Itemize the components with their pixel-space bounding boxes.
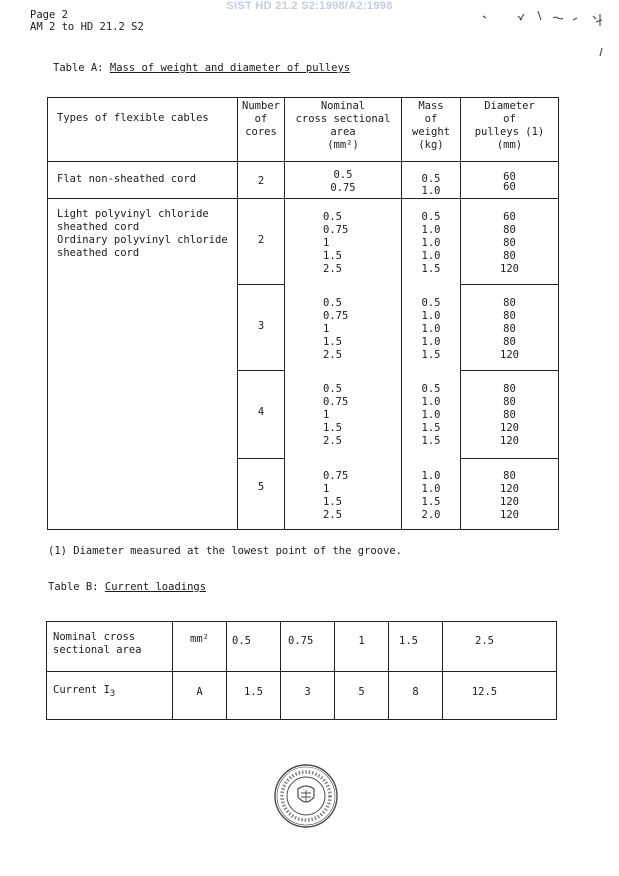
table-a-title	[53, 62, 350, 75]
area-value: 1	[323, 322, 330, 335]
value-cell: 1.5	[389, 622, 443, 672]
table-b-label: Table B:	[48, 581, 99, 593]
mass-value: 1.0	[421, 469, 441, 482]
mass-value: 1.5	[421, 263, 441, 275]
diameter-cell	[461, 199, 559, 285]
diameter-cell	[461, 285, 559, 371]
area-value: 0.75	[323, 469, 349, 482]
mass-value: 0.5	[421, 382, 441, 395]
area-value: 0.5	[333, 169, 353, 181]
table-a-label: Table A:	[53, 62, 104, 74]
header-area-line: area	[330, 126, 356, 138]
value-cell: 0.5	[227, 622, 281, 672]
mass-cell	[402, 162, 461, 199]
mass-value: 1.5	[421, 348, 441, 361]
diameter-value: 80	[503, 323, 516, 335]
area-value: 2.5	[323, 434, 342, 447]
area-cell	[285, 285, 402, 371]
header-area-line: Nominal	[320, 100, 366, 112]
value-cell: 1	[335, 622, 389, 672]
value-cell: 12.5	[443, 672, 557, 720]
value-cell: 5	[335, 672, 389, 720]
area-value: 1.5	[323, 421, 342, 434]
area-cell	[285, 162, 402, 199]
header-diameter-line: pulleys (1)	[474, 126, 545, 138]
mass-value: 1.0	[421, 250, 441, 262]
unit-cell: A	[173, 672, 227, 720]
mass-value: 1.0	[421, 185, 441, 197]
value-cell: 3	[281, 672, 335, 720]
diameter-value: 60	[503, 211, 516, 223]
mass-value: 1.0	[421, 408, 441, 421]
diameter-value: 120	[500, 263, 519, 275]
cable-type-flat: Flat non-sheathed cord	[48, 162, 238, 199]
scribble-icon	[478, 8, 608, 58]
diameter-cell	[461, 162, 559, 199]
value-cell: 8	[389, 672, 443, 720]
area-cell	[285, 459, 402, 530]
mass-value: 1.0	[421, 322, 441, 335]
row-label-current	[47, 672, 173, 720]
diameter-value: 80	[503, 237, 516, 249]
area-value: 0.5	[323, 211, 342, 223]
row-label-line: sectional area	[53, 644, 142, 656]
diameter-value: 60	[503, 181, 516, 193]
cores-cell: 4	[238, 371, 285, 459]
row-label-text: Current I	[53, 684, 110, 696]
diameter-cell	[461, 459, 559, 530]
unit-cell: mm²	[173, 622, 227, 672]
table-row	[47, 672, 557, 720]
mass-value: 1.0	[421, 482, 441, 495]
seal-icon	[273, 763, 339, 829]
mass-value: 1.5	[421, 421, 441, 434]
mass-value: 1.0	[421, 335, 441, 348]
header-diameter-line: of	[503, 113, 516, 125]
diameter-value: 120	[500, 422, 519, 434]
header-area-line: (mm²)	[327, 139, 359, 151]
table-b-caption: Current loadings	[104, 581, 207, 593]
area-value: 0.75	[323, 309, 349, 322]
diameter-value: 80	[503, 396, 516, 408]
area-cell	[285, 199, 402, 285]
document-reference: AM 2 to HD 21.2 S2	[30, 21, 144, 33]
diameter-value: 120	[500, 496, 519, 508]
diameter-value: 120	[500, 483, 519, 495]
row-label-area	[47, 622, 173, 672]
value-cell: 1.5	[227, 672, 281, 720]
watermark: SIST HD 21.2 S2:1998/A2:1998	[226, 0, 393, 12]
mass-value: 1.0	[421, 395, 441, 408]
table-a-footnote: (1) Diameter measured at the lowest point of the groove.	[48, 545, 403, 557]
area-cell	[285, 371, 402, 459]
cable-type-line: sheathed cord	[57, 247, 140, 259]
mass-value: 0.5	[421, 211, 441, 223]
area-value: 1.5	[323, 335, 342, 348]
cores-cell: 2	[238, 199, 285, 285]
header-area-line: cross sectional	[295, 113, 391, 125]
diameter-value: 80	[503, 250, 516, 262]
value-cell: 2.5	[443, 622, 557, 672]
mass-cell	[402, 459, 461, 530]
diameter-value: 120	[500, 349, 519, 361]
cores-cell: 3	[238, 285, 285, 371]
area-value: 1.5	[323, 495, 342, 508]
table-b-title	[48, 581, 206, 594]
page-header	[30, 9, 144, 33]
table-a	[47, 97, 559, 530]
area-value: 2.5	[323, 508, 342, 521]
area-value: 1	[323, 237, 330, 249]
header-diameter-line: Diameter	[484, 100, 535, 112]
area-value: 2.5	[323, 263, 342, 275]
header-cores-line: cores	[245, 126, 277, 138]
value-cell: 0.75	[281, 622, 335, 672]
header-diameter-line: (mm)	[496, 139, 523, 151]
header-mass-line: (kg)	[418, 139, 444, 151]
diameter-value: 120	[500, 435, 519, 447]
header-cores-line: Number	[242, 100, 280, 112]
cable-type-line: sheathed cord	[57, 221, 140, 233]
diameter-value: 80	[503, 383, 516, 395]
diameter-value: 80	[503, 409, 516, 421]
mass-cell	[402, 285, 461, 371]
mass-cell	[402, 371, 461, 459]
header-mass-line: Mass	[418, 100, 444, 112]
area-value: 0.75	[330, 182, 356, 194]
diameter-value: 60	[503, 171, 516, 183]
diameter-value: 120	[500, 509, 519, 521]
diameter-value: 80	[503, 224, 516, 236]
area-value: 0.75	[323, 395, 349, 408]
diameter-value: 80	[503, 336, 516, 348]
official-seal	[273, 763, 339, 833]
area-value: 1.5	[323, 250, 342, 262]
row-label-subscript: 3	[109, 689, 116, 700]
mass-value: 1.0	[421, 237, 441, 249]
page-number: Page 2	[30, 9, 68, 21]
row-label-line: Nominal cross	[53, 631, 136, 643]
table-b	[46, 621, 557, 720]
cores-cell: 2	[238, 162, 285, 199]
area-value: 1	[323, 408, 330, 421]
diameter-value: 80	[503, 310, 516, 322]
table-row	[47, 622, 557, 672]
mass-value: 0.5	[421, 296, 441, 309]
cable-type-line: Ordinary polyvinyl chloride	[57, 234, 228, 246]
header-mass-line: weight	[412, 126, 450, 138]
header-mass-line: of	[424, 113, 438, 125]
mass-value: 1.5	[421, 495, 441, 508]
area-value: 1	[323, 482, 330, 495]
handwritten-marks	[478, 8, 608, 63]
header-cores-line: of	[254, 113, 268, 125]
header-cores	[238, 98, 285, 162]
cores-cell: 5	[238, 459, 285, 530]
mass-cell	[402, 199, 461, 285]
area-value: 0.5	[323, 296, 342, 309]
area-value: 2.5	[323, 348, 342, 361]
table-a-header-row	[48, 98, 559, 162]
header-area	[285, 98, 402, 162]
cable-type-pvc	[48, 199, 238, 530]
table-a-caption: Mass of weight and diameter of pulleys	[109, 62, 351, 74]
header-diameter	[461, 98, 559, 162]
header-mass	[402, 98, 461, 162]
area-value: 0.5	[323, 382, 342, 395]
table-row	[48, 162, 559, 199]
mass-value: 1.0	[421, 309, 441, 322]
diameter-value: 80	[503, 470, 516, 482]
mass-value: 2.0	[421, 508, 441, 521]
area-value: 0.75	[323, 224, 349, 236]
mass-value: 1.5	[421, 434, 441, 447]
diameter-value: 80	[503, 297, 516, 309]
mass-value: 1.0	[421, 224, 441, 236]
table-row	[48, 199, 559, 285]
header-types: Types of flexible cables	[48, 98, 238, 162]
cable-type-line: Light polyvinyl chloride	[57, 208, 209, 220]
mass-value: 0.5	[421, 173, 441, 185]
diameter-cell	[461, 371, 559, 459]
